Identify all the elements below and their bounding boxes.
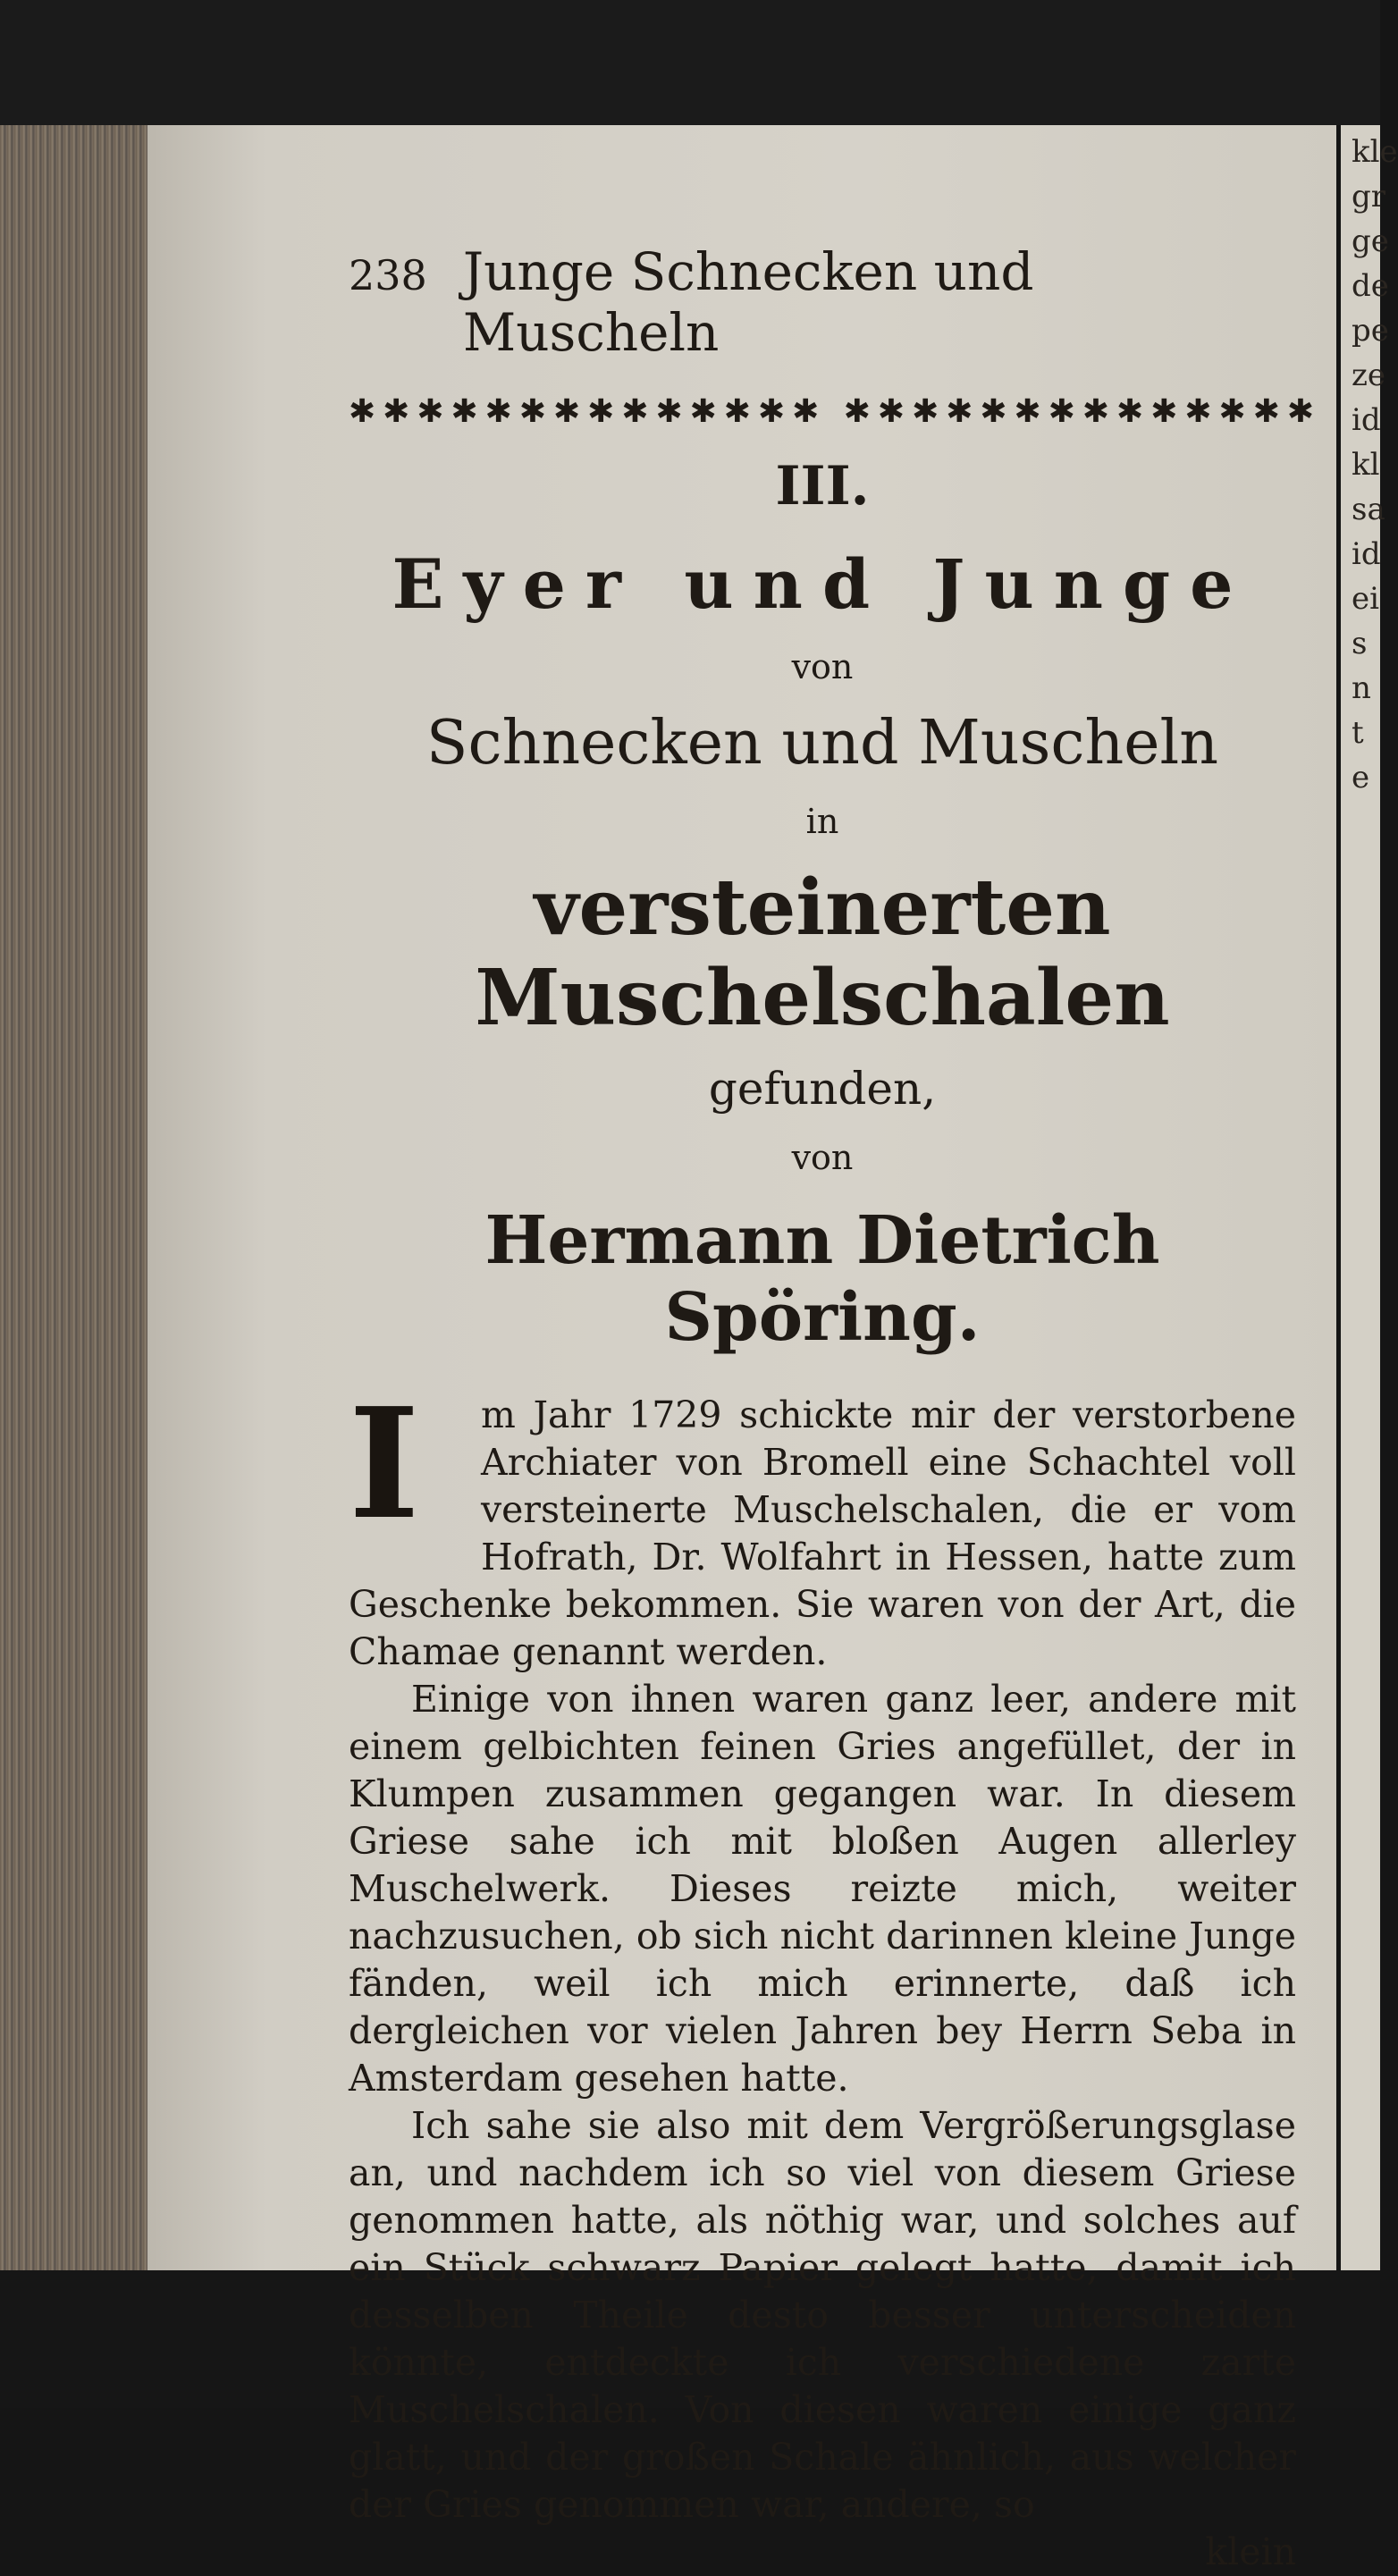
title-in: in: [805, 802, 839, 841]
catchword: klein: [1205, 2530, 1296, 2573]
next-page-fragment: gr: [1352, 179, 1386, 215]
paragraph-1: m Jahr 1729 schickte mir der verstorbene Archiater von Bromell eine Schachtel voll versteinerte Muschelschalen, die er vom Hofrath, Dr. Wolfahrt in Hessen, hatte zum Geschenke bekommen. Sie waren von der Art, die Chamae genannt werden.: [349, 1393, 1296, 1673]
running-head: [349, 241, 1296, 363]
book-page-edges: [0, 125, 147, 2270]
chapter-numeral: III.: [775, 455, 870, 518]
next-page-fragment: kl: [1352, 447, 1380, 483]
title-line-1: Eyer und Junge: [392, 544, 1253, 624]
author-name: Hermann Dietrich Spöring.: [484, 1202, 1160, 1356]
page-number: 238: [349, 251, 427, 299]
next-page-fragment: ei: [1352, 581, 1379, 617]
title-line-2: Schnecken und Muscheln: [425, 708, 1219, 779]
title-von-2: von: [791, 1138, 854, 1177]
next-page-fragment: kle: [1352, 134, 1398, 170]
running-head-title: Junge Schnecken und Muscheln: [462, 241, 1034, 363]
next-page-fragment: ze: [1352, 358, 1386, 393]
next-page-fragment: n: [1352, 670, 1371, 706]
ornament-rule: ✱✱✱✱✱✱✱✱✱✱✱✱✱✱ ✱✱✱✱✱✱✱✱✱✱✱✱✱✱: [349, 393, 1322, 430]
next-page-edge: [1341, 125, 1398, 2270]
next-page-fragment: e: [1352, 760, 1370, 796]
page-content: [349, 241, 1322, 2576]
next-page-fragment: s: [1352, 626, 1368, 661]
next-page-fragment: pe: [1352, 313, 1389, 349]
next-page-fragment: de: [1352, 268, 1389, 304]
title-subtitle: gefunden,: [708, 1063, 937, 1115]
paragraph-3: Ich sahe sie also mit dem Vergrößerungsglase an, und nachdem ich so viel von diesem Griese genommen hatte, als nöthig war, und solches auf ein Stück schwarz Papier gelegt hatte, damit ich desselben Theile desto besser unterscheiden könnte, entdeckte ich verschiedene zarte Muschelschalen. Von diesen waren einige ganz glatt, und der großen Schale ähnlich, aus welcher der Gries genommen war, andere, so: [349, 2104, 1296, 2526]
next-page-fragment: id: [1352, 402, 1381, 438]
body-text: [349, 1375, 1296, 2576]
paragraph-2: Einige von ihnen waren ganz leer, andere mit einem gelbichten feinen Gries angefüllet, der in Klumpen zusammen gegangen war. In diesem Griese sahe ich mit bloßen Augen allerley Muschelwerk. Dieses reizte mich, weiter nachzusuchen, ob sich nicht darinnen kleine Junge fänden, weil ich mich erinnerte, daß ich dergleichen vor vielen Jahren bey Herrn Seba in Amsterdam gesehen hatte.: [349, 1678, 1296, 2100]
next-page-fragment: id: [1352, 536, 1381, 572]
background-top: [0, 0, 1380, 125]
drop-cap: I: [349, 1375, 420, 1553]
next-page-fragment: t: [1352, 715, 1364, 751]
title-von-1: von: [791, 647, 854, 686]
title-line-3: versteinerten Muschelschalen: [475, 863, 1170, 1043]
next-page-fragment: sa: [1352, 492, 1385, 527]
next-page-fragment: ge: [1352, 223, 1389, 259]
